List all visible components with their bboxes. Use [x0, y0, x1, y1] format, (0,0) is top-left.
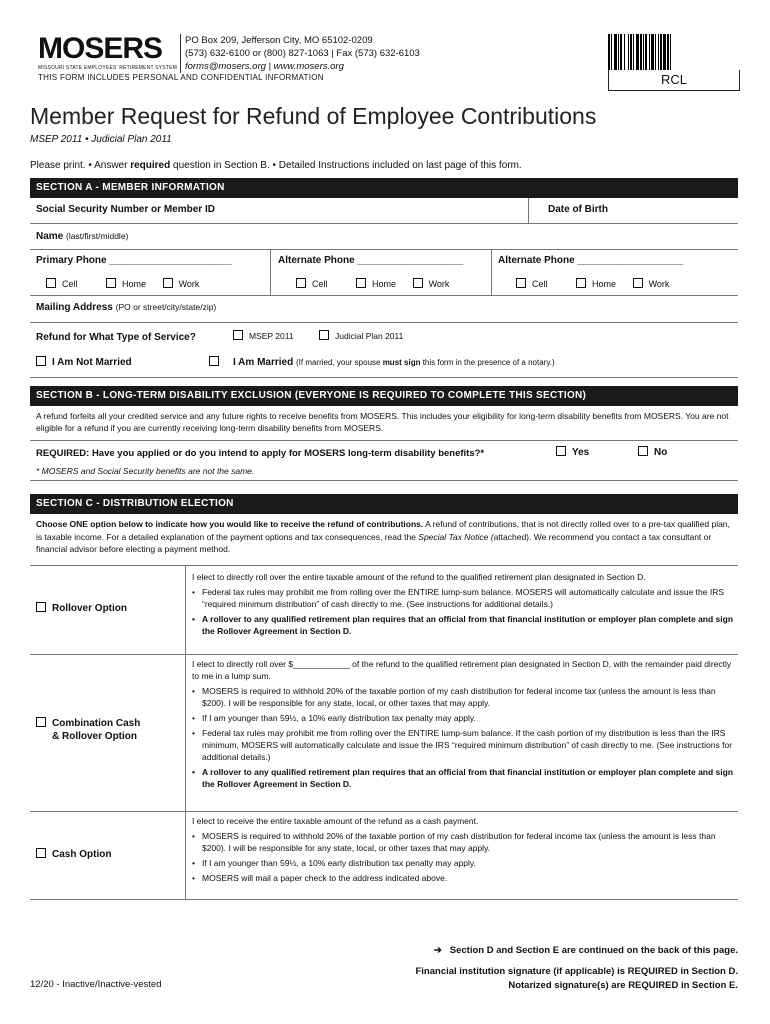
judicial-checkbox[interactable] [319, 330, 329, 340]
section-b-footnote: * MOSERS and Social Security benefits are not the same. [36, 466, 255, 476]
primary-cell-checkbox[interactable] [46, 278, 56, 288]
notary-notice: Notarized signature(s) are REQUIRED in Section E. [508, 980, 738, 991]
name-row[interactable] [30, 224, 738, 250]
mailing-label: Mailing Address [36, 302, 113, 313]
marital-row: I Am Not Married I Am Married (If married, your spouse must sign this form in the presence of a notary.) [36, 355, 736, 369]
page-title: Member Request for Refund of Employee Contributions [30, 103, 597, 129]
address-line: PO Box 209, Jefferson City, MO 65102-0209 [185, 35, 373, 46]
cash-details: I elect to receive the entire taxable amount of the refund as a cash payment. • MOSERS is required to withhold 20% of the taxable portion of my cash distribution for federal income tax (unless the amount is less than $200). I will be responsible for any state, local, or other taxes that may apply. • If I am younger than 59½, a 10% early distribution tax penalty may apply. • MOSERS will mail a paper check to the address indicated above. [192, 815, 734, 884]
alt2-work-checkbox[interactable] [633, 278, 643, 288]
no-checkbox[interactable] [638, 446, 648, 456]
combination-details: I elect to directly roll over $____________ of the refund to the qualified retirement plan designated in Section D, with the remainder paid directly to me in a lump sum. • MOSERS is required to withhold 20% of the taxable portion of my cash distribution for federal income tax (unless the amount is less than $200). I will be responsible for any state, local, or other taxes that may apply. • If I am younger than 59½, a 10% early distribution tax penalty may apply. • Federal tax rules may prohibit me from rolling over the ENTIRE lump-sum balance. If the cash portion of my distribution is less than the IRS minimum, MOSERS will automatically calculate and issue the IRS “required minimum distribution” of cash directly to me. (See instructions for additional details.) • A rollover to any qualified retirement plan requires that an official from that financial institution or employer plan complete and sign the Rollover Agreement in Section D. [192, 658, 734, 790]
alt1-home-checkbox[interactable] [356, 278, 366, 288]
primary-home-checkbox[interactable] [106, 278, 116, 288]
mailing-row[interactable] [30, 296, 738, 323]
barcode [608, 34, 738, 70]
section-a-heading: SECTION A - MEMBER INFORMATION [30, 178, 738, 198]
form-code: RCL [608, 70, 740, 91]
refund-type-label: Refund for What Type of Service? [36, 332, 196, 343]
form-version: 12/20 - Inactive/Inactive-vested [30, 979, 162, 990]
logo-subtitle: MISSOURI STATE EMPLOYEES' RETIREMENT SYSTEM [38, 65, 178, 71]
ssn-label: Social Security Number or Member ID [36, 204, 215, 215]
phone-row: Primary Phone ______________________ Alternate Phone ___________________ Alternate Phone ___________________ Cell Home Work Cell Home Work Cell Home Work [30, 250, 738, 296]
combination-label: Combination Cash [52, 718, 141, 729]
msep-checkbox[interactable] [233, 330, 243, 340]
logo-text: MOSERS [38, 32, 163, 65]
cash-checkbox[interactable] [36, 848, 46, 858]
yes-checkbox[interactable] [556, 446, 566, 456]
alt2-cell-checkbox[interactable] [516, 278, 526, 288]
alt1-cell-checkbox[interactable] [296, 278, 306, 288]
alt-phone-2-label[interactable]: Alternate Phone ___________________ [498, 255, 684, 266]
confidential-notice: THIS FORM INCLUDES PERSONAL AND CONFIDENTIAL INFORMATION [38, 73, 324, 82]
primary-phone-label[interactable]: Primary Phone ______________________ [36, 255, 232, 266]
rollover-label: Rollover Option [52, 603, 127, 614]
section-c-intro: Choose ONE option below to indicate how you would like to receive the refund of contributions. A refund of contributions, that is not directly rolled over to a pre-tax qualified plan, is taxable income. For a detailed explanation of the payment options and tax consequences, read the Special Tax Notice (attached). We recommend you contact a tax consultant or financial advisor before electing a payment method. [36, 519, 730, 554]
alt2-home-checkbox[interactable] [576, 278, 586, 288]
alt1-work-checkbox[interactable] [413, 278, 423, 288]
refund-type-row: Refund for What Type of Service? MSEP 2011 Judicial Plan 2011 [36, 331, 404, 343]
primary-work-checkbox[interactable] [163, 278, 173, 288]
name-label: Name [36, 231, 64, 242]
continued-notice: ➔ Section D and Section E are continued on the back of this page. [433, 945, 738, 956]
instructions: Please print. • Answer required question in Section B. • Detailed Instructions included on last page of this form. [30, 160, 522, 171]
not-married-checkbox[interactable] [36, 356, 46, 366]
contact-address [180, 34, 420, 73]
dob-label: Date of Birth [548, 204, 608, 215]
married-checkbox[interactable] [209, 356, 219, 366]
distribution-table: Rollover Option I elect to directly roll over the entire taxable amount of the refund to the qualified retirement plan designated in Section D. • Federal tax rules may prohibit me from rolling over the ENTIRE lump-sum balance. MOSERS will automatically calculate and issue the IRS “required minimum distribution” of cash directly to me. (See instructions for additional details.) • A rollover to any qualified retirement plan requires that an official from that financial institution or employer plan complete and sign the Rollover Agreement in Section D. Combination Cash & Rollover Option I elect to directly roll over $____________ of the refund to the qualified retirement plan designated in Section D, with the remainder paid directly to me in a lump sum. • MOSERS is required to withhold 20% of the taxable portion of my cash distribution for federal income tax (unless the amount is less than $200). I will be responsible for any state, local, or other taxes that may apply. • If I am younger than 59½, a 10% early distribution tax penalty may apply. • Federal tax rules may prohibit me from rolling over the ENTIRE lump-sum balance. If the cash portion of my distribution is less than the IRS minimum, MOSERS will automatically calculate and issue the IRS “required minimum distribution” of cash directly to me. (See instructions for additional details.) • A rollover to any qualified retirement plan requires that an official from that financial institution or employer plan complete and sign the Rollover Agreement in Section D. Cash Option I elect to receive the entire taxable amount of the refund as a cash payment. • MOSERS is required to withhold 20% of the taxable portion of my cash distribution for federal income tax (unless the amount is less than $200). I will be responsible for any state, local, or other taxes that may apply. • If I am younger than 59½, a 10% early distribution tax penalty may apply. • MOSERS will mail a paper check to the address indicated above. [30, 565, 738, 900]
ssn-dob-row [30, 198, 738, 224]
section-b-text: A refund forfeits all your credited service and any future rights to receive benefits from MOSERS. This includes your eligibility for long-term disability benefits from MOSERS. You are not eligible for a refund if you are currently receiving long-term disability benefits from MOSERS. [36, 411, 729, 433]
mosers-logo [38, 32, 178, 71]
arrow-right-icon: ➔ [433, 945, 442, 956]
email-web-line: forms@mosers.org | www.mosers.org [185, 61, 344, 72]
cash-label: Cash Option [52, 849, 112, 860]
rollover-details: I elect to directly roll over the entire taxable amount of the refund to the qualified retirement plan designated in Section D. • Federal tax rules may prohibit me from rolling over the ENTIRE lump-sum balance. MOSERS will automatically calculate and issue the IRS “required minimum distribution” of cash directly to me. (See instructions for additional details.) • A rollover to any qualified retirement plan requires that an official from that financial institution or employer plan complete and sign the Rollover Agreement in Section D. [192, 571, 734, 637]
alt-phone-1-label[interactable]: Alternate Phone ___________________ [278, 255, 464, 266]
fi-signature-notice: Financial institution signature (if applicable) is REQUIRED in Section D. [415, 966, 738, 977]
rollover-checkbox[interactable] [36, 602, 46, 612]
section-b-heading: SECTION B - LONG-TERM DISABILITY EXCLUSION (EVERYONE IS REQUIRED TO COMPLETE THIS SECTION) [30, 386, 738, 406]
plan-subtitle: MSEP 2011 • Judicial Plan 2011 [30, 134, 172, 145]
phone-line: (573) 632-6100 or (800) 827-1063 | Fax (573) 632-6103 [185, 48, 420, 59]
section-c-heading: SECTION C - DISTRIBUTION ELECTION [30, 494, 738, 514]
name-hint: (last/first/middle) [66, 231, 129, 241]
ltd-question: REQUIRED: Have you applied or do you intend to apply for MOSERS long-term disability benefits?* [36, 448, 485, 459]
combination-checkbox[interactable] [36, 717, 46, 727]
mailing-hint: (PO or street/city/state/zip) [115, 302, 217, 312]
